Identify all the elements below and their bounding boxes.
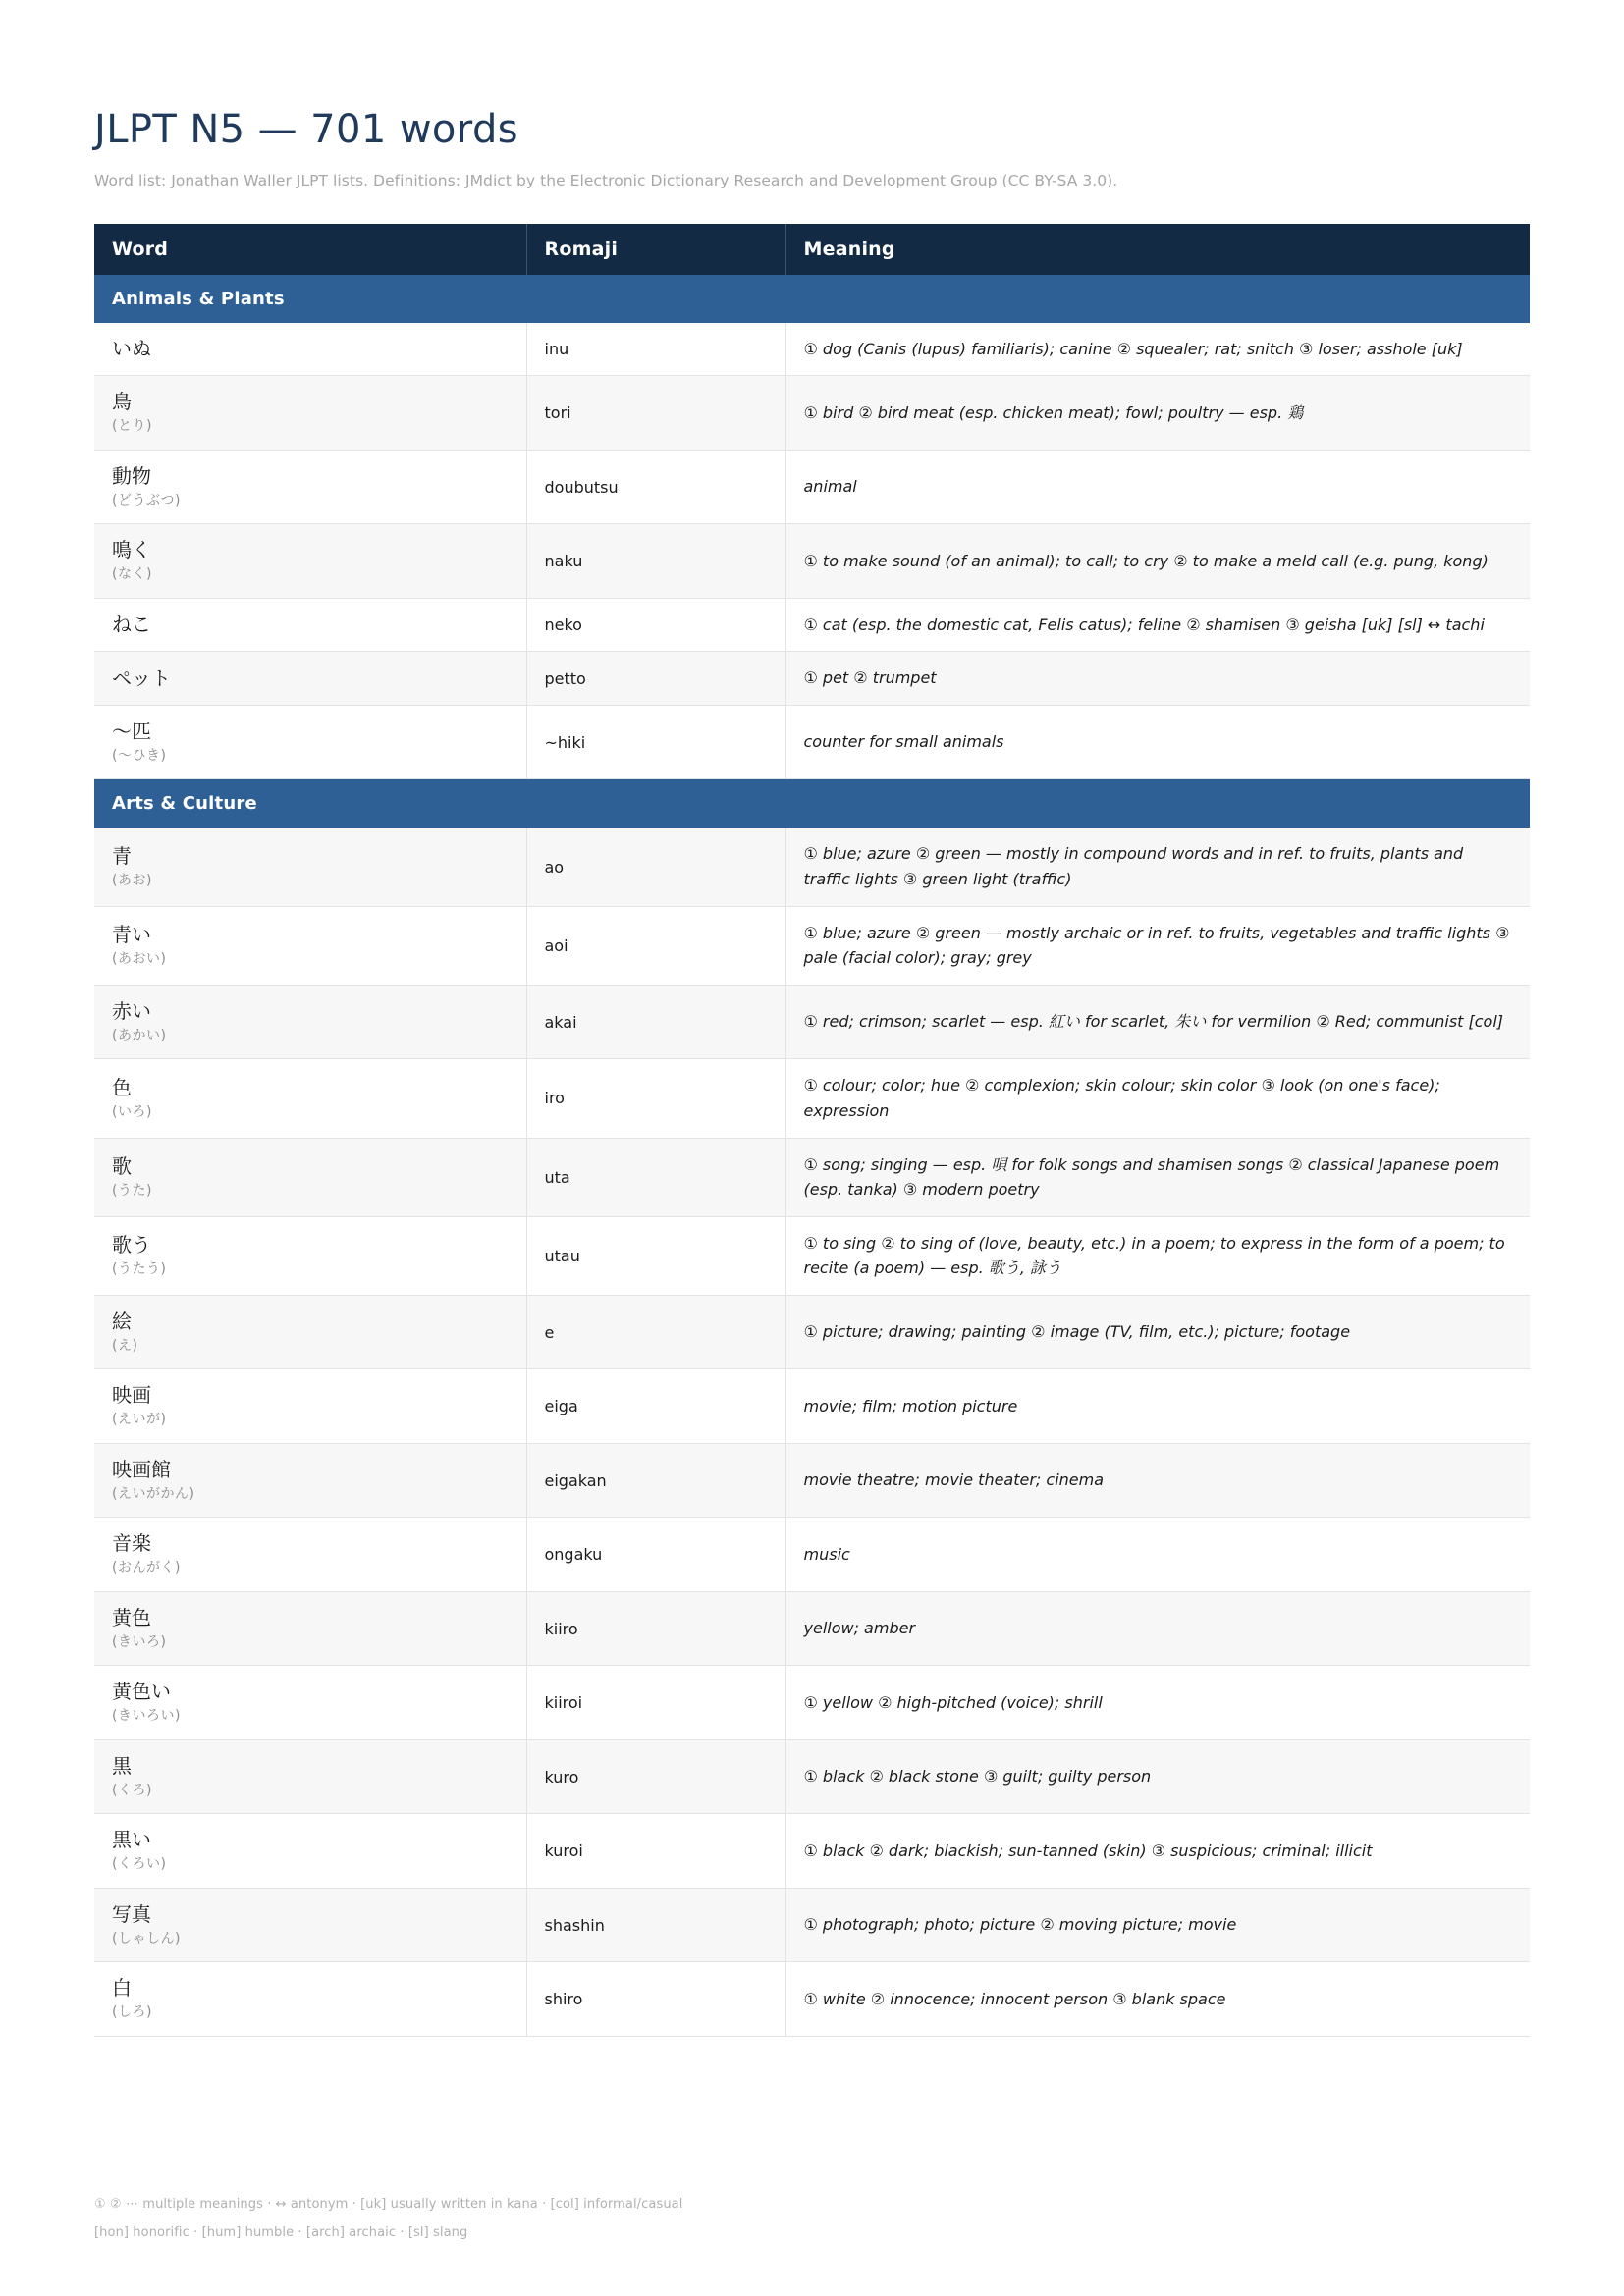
vocabulary-table: [94, 224, 1530, 2037]
table-row: [94, 1591, 1530, 1666]
table-row: [94, 1216, 1530, 1295]
cell-romaji: [526, 323, 785, 376]
column-header-romaji: Romaji: [526, 224, 785, 275]
word-romaji: shiro: [544, 1990, 583, 2009]
cell-romaji: [526, 1059, 785, 1138]
cell-word: [94, 985, 526, 1059]
word-block: [112, 337, 509, 361]
table-row: [94, 652, 1530, 706]
table-row: [94, 524, 1530, 599]
cell-meaning: [785, 1059, 1530, 1138]
cell-word: [94, 828, 526, 906]
word-kanji: 青い: [112, 923, 151, 946]
cell-word: [94, 1888, 526, 1962]
cell-word: [94, 1295, 526, 1369]
word-block: [112, 844, 509, 890]
column-header-meaning: Meaning: [785, 224, 1530, 275]
cell-meaning: [785, 1216, 1530, 1295]
cell-meaning: [785, 1739, 1530, 1814]
cell-meaning: [785, 705, 1530, 779]
word-kana-reading: (なく): [112, 566, 152, 583]
word-romaji: utau: [544, 1246, 580, 1265]
cell-romaji: [526, 1888, 785, 1962]
table-row: [94, 376, 1530, 451]
word-meaning: movie theatre; movie theater; cinema: [803, 1470, 1105, 1490]
cell-word: [94, 1518, 526, 1592]
table-row: [94, 598, 1530, 652]
word-kana-reading: (おんがく): [112, 1560, 181, 1576]
word-meaning: animal: [803, 477, 857, 497]
word-meaning: ① black ② black stone ③ guilt; guilty person: [803, 1767, 1152, 1787]
word-meaning: ① to make sound (of an animal); to call; to cry ② to make a meld call (e.g. pung, kong): [803, 551, 1489, 570]
cell-word: [94, 598, 526, 652]
section-header-label: Animals & Plants: [94, 275, 1530, 323]
cell-meaning: [785, 1443, 1530, 1518]
word-kanji: 白: [112, 1976, 132, 2001]
word-kana-reading: (あおい): [112, 951, 167, 967]
word-kanji: 音楽: [112, 1531, 151, 1556]
word-meaning: ① pet ② trumpet: [803, 668, 937, 688]
word-romaji: shashin: [544, 1915, 605, 1935]
word-meaning: yellow; amber: [803, 1619, 916, 1638]
table-row: [94, 1443, 1530, 1518]
word-block: [112, 1902, 509, 1949]
word-romaji: kiiro: [544, 1619, 578, 1638]
cell-word: [94, 1059, 526, 1138]
word-kana-reading: (くろい): [112, 1856, 167, 1873]
word-romaji: doubutsu: [544, 477, 619, 497]
cell-meaning: [785, 450, 1530, 524]
word-block: [112, 1309, 509, 1356]
word-block: [112, 1383, 509, 1429]
cell-meaning: [785, 1518, 1530, 1592]
table-row: [94, 1666, 1530, 1740]
word-kana-reading: (えいがかん): [112, 1485, 195, 1502]
word-romaji: petto: [544, 668, 586, 688]
cell-meaning: [785, 598, 1530, 652]
word-block: [112, 538, 509, 584]
table-row: [94, 1888, 1530, 1962]
word-romaji: kuro: [544, 1767, 579, 1787]
word-kanji: 黒い: [112, 1828, 151, 1852]
table-header: [94, 224, 1530, 275]
table-row: [94, 1962, 1530, 2037]
cell-word: [94, 524, 526, 599]
word-meaning: ① blue; azure ② green — mostly in compound words and in ref. to fruits, plants and traffic lights ③ green light (traffic): [803, 844, 1464, 889]
word-kana-reading: (あかい): [112, 1027, 167, 1043]
cell-romaji: [526, 1518, 785, 1592]
word-romaji: aoi: [544, 935, 568, 955]
table-row: [94, 906, 1530, 985]
word-romaji: ongaku: [544, 1545, 603, 1565]
word-romaji: kuroi: [544, 1842, 583, 1861]
word-kanji: 歌: [112, 1153, 132, 1178]
cell-romaji: [526, 524, 785, 599]
word-kanji: 動物: [112, 463, 151, 488]
word-kana-reading: (きいろ): [112, 1633, 167, 1650]
table-row: [94, 705, 1530, 779]
page-title: JLPT N5 — 701 words: [94, 107, 518, 152]
word-block: [112, 464, 509, 510]
cell-romaji: [526, 652, 785, 706]
cell-word: [94, 906, 526, 985]
cell-romaji: [526, 705, 785, 779]
word-romaji: naku: [544, 552, 583, 571]
word-meaning: ① song; singing — esp. 唄 for folk songs and shamisen songs ② classical Japanese poem (esp. tanka) ③ modern poetry: [803, 1154, 1500, 1200]
word-block: [112, 1976, 509, 2022]
table-row: [94, 323, 1530, 376]
word-kanji: 鳴く: [112, 538, 151, 562]
word-meaning: ① black ② dark; blackish; sun-tanned (skin) ③ suspicious; criminal; illicit: [803, 1841, 1373, 1860]
cell-meaning: [785, 828, 1530, 906]
cell-romaji: [526, 1443, 785, 1518]
cell-word: [94, 1369, 526, 1444]
word-romaji: neko: [544, 615, 582, 635]
word-kanji: 赤い: [112, 998, 151, 1023]
word-block: [112, 720, 509, 766]
cell-meaning: [785, 1591, 1530, 1666]
word-romaji: tori: [544, 403, 571, 423]
word-kana-reading: (どうぶつ): [112, 492, 181, 508]
word-kanji: 写真: [112, 1901, 151, 1926]
word-kana-reading: (とり): [112, 418, 152, 435]
word-kana-reading: (あお): [112, 872, 152, 888]
word-block: [112, 1233, 509, 1279]
cell-meaning: [785, 1888, 1530, 1962]
table-row: [94, 1059, 1530, 1138]
cell-romaji: [526, 828, 785, 906]
word-kanji: 青: [112, 843, 132, 868]
word-meaning: ① cat (esp. the domestic cat, Felis catus); feline ② shamisen ③ geisha [uk] [sl] ↔ tachi: [803, 614, 1485, 634]
word-kanji: ペット: [112, 666, 171, 690]
cell-romaji: [526, 1591, 785, 1666]
cell-word: [94, 1666, 526, 1740]
word-kana-reading: (いろ): [112, 1103, 152, 1120]
cell-word: [94, 1443, 526, 1518]
cell-meaning: [785, 1138, 1530, 1216]
cell-word: [94, 705, 526, 779]
cell-romaji: [526, 1216, 785, 1295]
cell-word: [94, 1814, 526, 1889]
table-row: [94, 1295, 1530, 1369]
cell-romaji: [526, 906, 785, 985]
word-kanji: 映画: [112, 1383, 151, 1408]
word-kana-reading: (しろ): [112, 2004, 152, 2021]
cell-word: [94, 1962, 526, 2037]
word-kana-reading: (〜ひき): [112, 747, 167, 764]
table-row: [94, 450, 1530, 524]
cell-meaning: [785, 1962, 1530, 2037]
legend: [94, 2191, 682, 2247]
word-kanji: 絵: [112, 1308, 132, 1333]
table-header-row: [94, 224, 1530, 275]
word-meaning: music: [803, 1544, 850, 1564]
cell-romaji: [526, 450, 785, 524]
word-block: [112, 923, 509, 969]
cell-meaning: [785, 1295, 1530, 1369]
table-body: [94, 275, 1530, 2037]
word-block: [112, 613, 509, 637]
word-meaning: ① red; crimson; scarlet — esp. 紅い for scarlet, 朱い for vermilion ② Red; communist [col]: [803, 1012, 1504, 1032]
word-meaning: ① photograph; photo; picture ② moving picture; movie: [803, 1915, 1237, 1935]
table-row: [94, 1518, 1530, 1592]
word-meaning: ① bird ② bird meat (esp. chicken meat); fowl; poultry — esp. 鶏: [803, 402, 1304, 422]
word-block: [112, 1531, 509, 1577]
word-kanji: 〜匹: [112, 719, 151, 743]
word-romaji: ~hiki: [544, 732, 586, 752]
word-meaning: ① colour; color; hue ② complexion; skin colour; skin color ③ look (on one's face); expression: [803, 1076, 1440, 1120]
word-kanji: 色: [112, 1075, 132, 1099]
word-kanji: いぬ: [112, 336, 151, 360]
word-meaning: ① white ② innocence; innocent person ③ blank space: [803, 1989, 1226, 2008]
table-row: [94, 828, 1530, 906]
table-row: [94, 1369, 1530, 1444]
cell-romaji: [526, 1962, 785, 2037]
cell-word: [94, 652, 526, 706]
word-block: [112, 999, 509, 1045]
word-kanji: ねこ: [112, 613, 151, 637]
cell-word: [94, 323, 526, 376]
word-meaning: counter for small animals: [803, 732, 1004, 752]
cell-meaning: [785, 1814, 1530, 1889]
word-block: [112, 667, 509, 691]
word-kana-reading: (えいが): [112, 1412, 167, 1428]
word-kana-reading: (うたう): [112, 1261, 167, 1278]
word-romaji: eiga: [544, 1397, 578, 1416]
word-kanji: 鳥: [112, 390, 132, 414]
cell-meaning: [785, 376, 1530, 451]
cell-word: [94, 1138, 526, 1216]
word-block: [112, 1828, 509, 1874]
word-romaji: eigakan: [544, 1470, 607, 1490]
table-row: [94, 1138, 1530, 1216]
section-header-label: Arts & Culture: [94, 779, 1530, 828]
word-romaji: kiiroi: [544, 1693, 583, 1713]
word-romaji: inu: [544, 339, 569, 358]
cell-romaji: [526, 1814, 785, 1889]
section-header-row: [94, 779, 1530, 828]
cell-romaji: [526, 1666, 785, 1740]
word-kanji: 黄色い: [112, 1680, 171, 1704]
word-romaji: e: [544, 1322, 555, 1342]
word-block: [112, 390, 509, 436]
word-kana-reading: (きいろい): [112, 1708, 181, 1725]
cell-word: [94, 450, 526, 524]
cell-meaning: [785, 652, 1530, 706]
column-header-word: Word: [94, 224, 526, 275]
word-kanji: 映画館: [112, 1457, 171, 1481]
word-meaning: movie; film; motion picture: [803, 1396, 1018, 1415]
word-kanji: 黄色: [112, 1605, 151, 1629]
cell-romaji: [526, 1369, 785, 1444]
word-kanji: 歌う: [112, 1233, 151, 1257]
cell-word: [94, 376, 526, 451]
legend-line-2: [hon] honorific · [hum] humble · [arch] archaic · [sl] slang: [94, 2224, 468, 2240]
cell-meaning: [785, 524, 1530, 599]
word-block: [112, 1076, 509, 1122]
page-subtitle: Word list: Jonathan Waller JLPT lists. Definitions: JMdict by the Electronic Dictionary Research and Development Group (CC BY-SA 3.0).: [94, 172, 1118, 189]
word-block: [112, 1606, 509, 1652]
word-romaji: ao: [544, 857, 565, 877]
cell-meaning: [785, 985, 1530, 1059]
word-meaning: ① to sing ② to sing of (love, beauty, etc.) in a poem; to express in the form of a poem; to recite (a poem) — esp. 歌う, 詠う: [803, 1233, 1505, 1278]
cell-meaning: [785, 323, 1530, 376]
cell-romaji: [526, 598, 785, 652]
word-meaning: ① blue; azure ② green — mostly archaic or in ref. to fruits, vegetables and traffic lights ③ pale (facial color); gray; grey: [803, 923, 1510, 968]
word-romaji: akai: [544, 1012, 577, 1032]
cell-romaji: [526, 1295, 785, 1369]
word-block: [112, 1458, 509, 1504]
table-row: [94, 1814, 1530, 1889]
word-romaji: uta: [544, 1167, 570, 1187]
legend-line-1: ① ② ⋯ multiple meanings · ↔ antonym · [uk] usually written in kana · [col] informal/casual: [94, 2197, 683, 2212]
word-meaning: ① dog (Canis (lupus) familiaris); canine ② squealer; rat; snitch ③ loser; asshole [uk]: [803, 339, 1463, 358]
table-row: [94, 1739, 1530, 1814]
cell-meaning: [785, 906, 1530, 985]
word-meaning: ① picture; drawing; painting ② image (TV, film, etc.); picture; footage: [803, 1322, 1351, 1342]
cell-romaji: [526, 376, 785, 451]
word-kana-reading: (え): [112, 1337, 138, 1354]
word-kana-reading: (しゃしん): [112, 1930, 181, 1947]
cell-word: [94, 1739, 526, 1814]
cell-romaji: [526, 985, 785, 1059]
section-header-row: [94, 275, 1530, 323]
cell-romaji: [526, 1739, 785, 1814]
word-kanji: 黒: [112, 1753, 132, 1778]
cell-word: [94, 1591, 526, 1666]
word-kana-reading: (くろ): [112, 1782, 152, 1798]
word-kana-reading: (うた): [112, 1182, 152, 1199]
cell-meaning: [785, 1666, 1530, 1740]
cell-word: [94, 1216, 526, 1295]
word-meaning: ① yellow ② high-pitched (voice); shrill: [803, 1692, 1103, 1712]
word-block: [112, 1154, 509, 1201]
table-row: [94, 985, 1530, 1059]
cell-meaning: [785, 1369, 1530, 1444]
word-block: [112, 1754, 509, 1800]
cell-romaji: [526, 1138, 785, 1216]
word-block: [112, 1680, 509, 1726]
word-romaji: iro: [544, 1089, 565, 1108]
